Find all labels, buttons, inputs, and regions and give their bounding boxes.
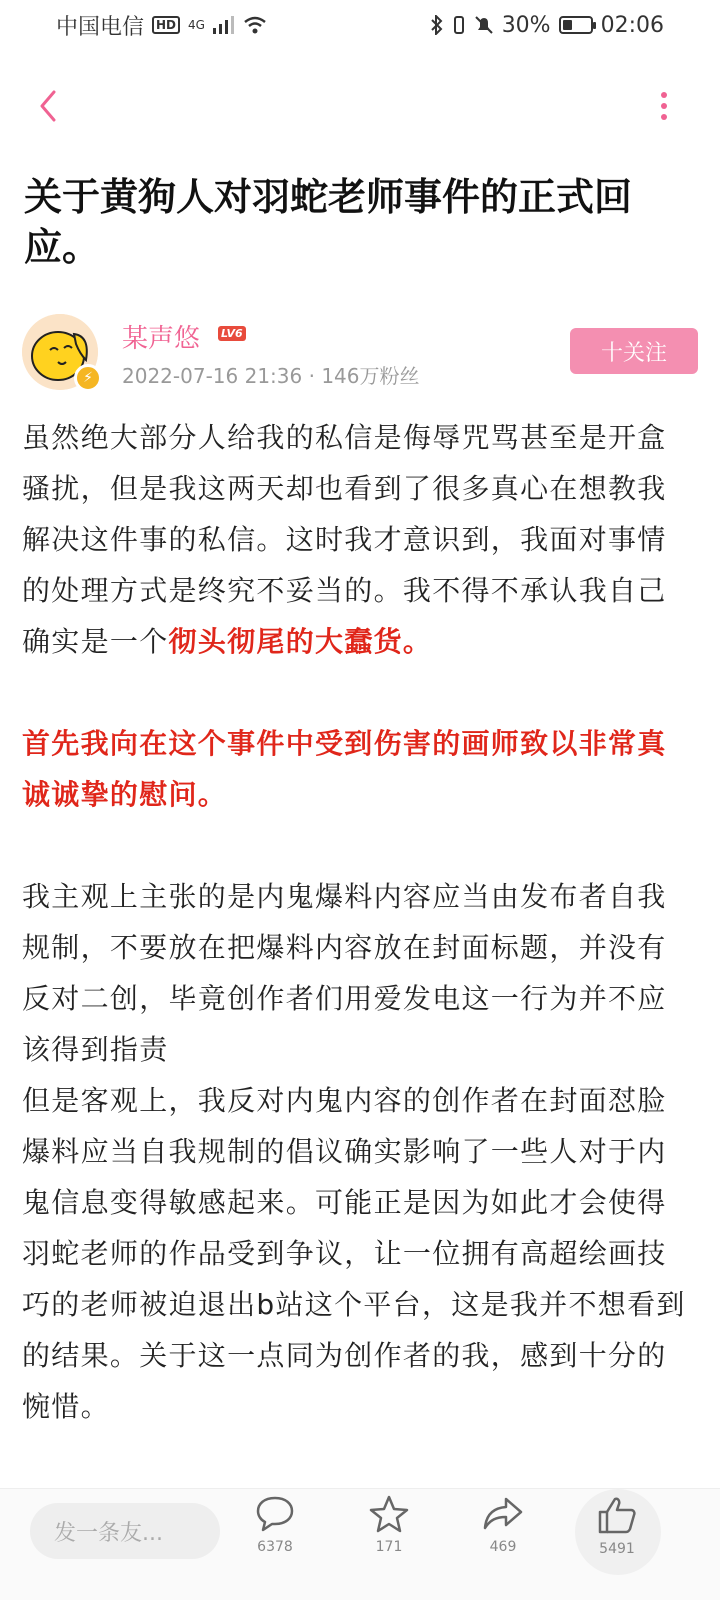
wifi-icon	[243, 16, 267, 34]
battery-icon	[559, 16, 593, 34]
bottom-action-bar	[0, 1488, 720, 1600]
follower-count: 146万粉丝	[321, 364, 420, 388]
share-icon	[482, 1495, 524, 1533]
comment-count: 6378	[257, 1539, 293, 1555]
star-icon	[369, 1495, 409, 1533]
like-count: 5491	[599, 1541, 635, 1557]
favorite-count: 171	[375, 1539, 403, 1555]
clock: 02:06	[600, 12, 664, 38]
follow-button[interactable]	[570, 328, 698, 374]
chevron-left-icon	[38, 90, 58, 122]
content-highlight: 彻头彻尾的大蠢货。	[168, 625, 433, 658]
content-highlight-paragraph: 首先我向在这个事件中受到伤害的画师致以非常真诚诚挚的慰问。	[22, 727, 667, 811]
author-name[interactable]: 某声悠	[122, 324, 201, 354]
more-options-button[interactable]	[654, 88, 674, 124]
top-nav	[0, 70, 720, 140]
network-label: 4G	[188, 18, 205, 32]
post-title: 关于黄狗人对羽蛇老师事件的正式回应。	[24, 175, 633, 269]
meta-separator: ·	[308, 364, 322, 388]
content-text: 虽然绝大部分人给我的私信是侮辱咒骂甚至是开盒骚扰，但是我这两天却也看到了很多真心在想教我解决这件事的私信。这时我才意识到，我面对事情的处理方式是终究不妥当的。我不得不承认我自己确实是一个	[22, 421, 667, 658]
comment-input[interactable]: 发一条友...	[30, 1503, 220, 1559]
carrier-label: 中国电信	[56, 14, 145, 40]
content-paragraph	[22, 412, 690, 667]
comment-icon	[255, 1495, 295, 1533]
like-button[interactable]	[582, 1495, 652, 1585]
content-paragraph: 但是客观上，我反对内鬼内容的创作者在封面怼脸爆料应当自我规制的倡议确实影响了一些人对于内鬼信息变得敏感起来。可能正是因为如此才会使得羽蛇老师的作品受到争议，让一位拥有高超绘画技巧的老师被迫退出b站这个平台，这是我并不想看到的结果。关于这一点同为创作者的我，感到十分的惋惜。	[22, 1084, 686, 1423]
comment-button[interactable]	[240, 1495, 310, 1585]
share-button[interactable]	[468, 1495, 538, 1585]
post-content	[22, 412, 690, 1432]
thumbs-up-icon	[596, 1495, 638, 1535]
share-count: 469	[489, 1539, 517, 1555]
more-dot-icon	[661, 92, 667, 98]
more-dot-icon	[661, 114, 667, 120]
vibrate-icon	[452, 15, 466, 35]
bluetooth-icon	[430, 15, 444, 35]
level-badge: LV6	[218, 326, 246, 341]
battery-percent: 30%	[501, 12, 551, 38]
more-dot-icon	[661, 103, 667, 109]
favorite-button[interactable]	[354, 1495, 424, 1585]
content-paragraph: 我主观上主张的是内鬼爆料内容应当由发布者自我规制，不要放在把爆料内容放在封面标题，并没有反对二创，毕竟创作者们用爱发电这一行为并不应该得到指责	[22, 880, 667, 1066]
post-meta	[122, 360, 420, 389]
author-avatar[interactable]	[22, 314, 100, 392]
back-button[interactable]	[30, 88, 66, 124]
post-date: 2022-07-16 21:36	[122, 364, 303, 388]
mute-bell-icon	[474, 15, 494, 35]
verified-icon: ⚡	[74, 364, 102, 392]
follow-label: 十关注	[600, 340, 667, 366]
paragraph-spacer	[22, 820, 690, 871]
paragraph-spacer	[22, 667, 690, 718]
author-row	[22, 314, 698, 394]
hd-badge: HD	[152, 16, 180, 34]
status-bar	[0, 0, 720, 50]
signal-icon	[213, 16, 235, 34]
